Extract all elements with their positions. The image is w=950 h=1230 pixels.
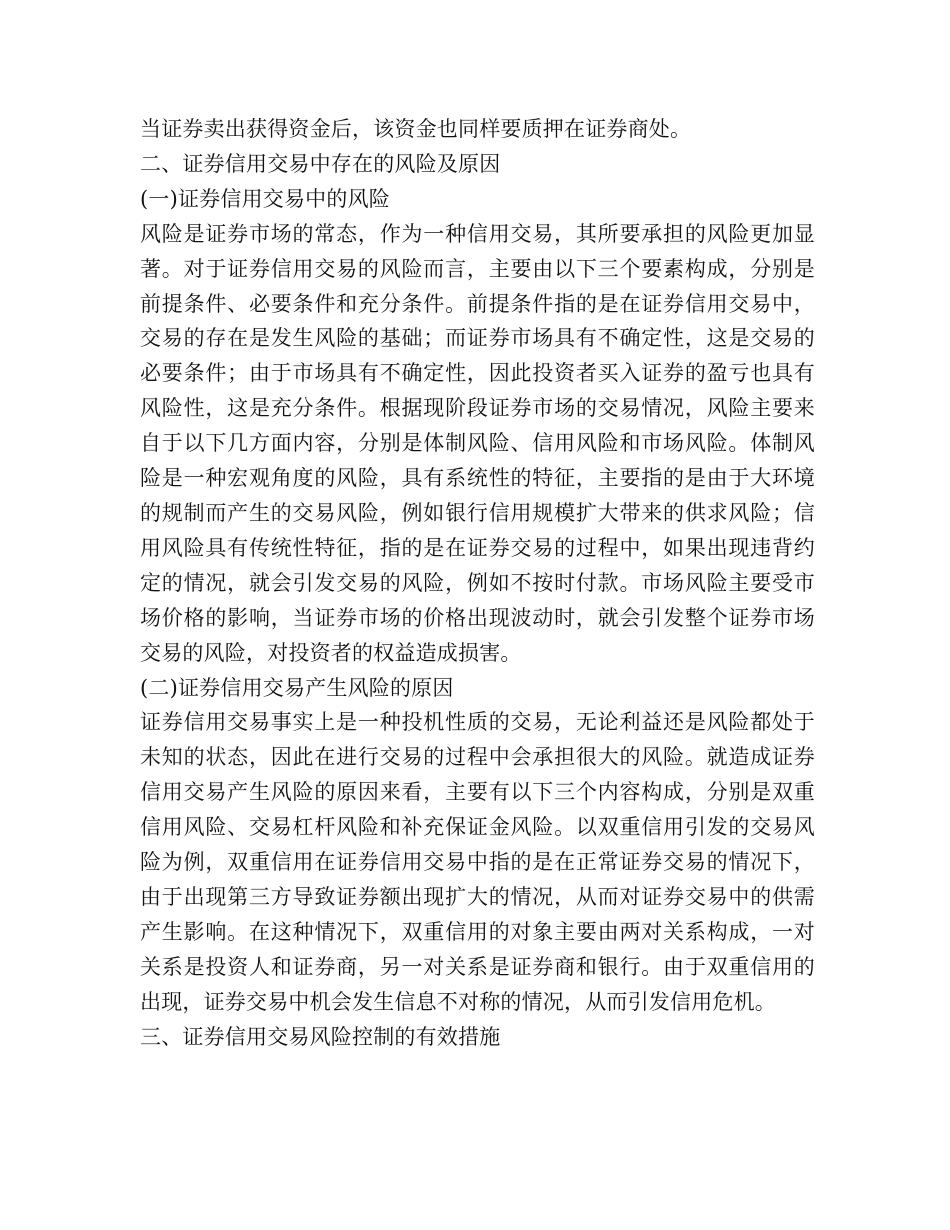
text-line: 必要条件；由于市场具有不确定性，因此投资者买入证券的盈亏也具有 (140, 361, 815, 386)
text-line: 交易的存在是发生风险的基础；而证券市场具有不确定性，这是交易的 (140, 326, 815, 351)
text-line: 交易的风险，对投资者的权益造成损害。 (140, 640, 522, 665)
text-line: 关系是投资人和证券商，另一对关系是证券商和银行。由于双重信用的 (140, 954, 815, 979)
paragraph-risks (140, 217, 815, 671)
text-line: 风险是证券市场的常态，作为一种信用交易，其所要承担的风险更加显 (140, 221, 815, 246)
text-line: 证券信用交易事实上是一种投机性质的交易，无论利益还是风险都处于 (140, 710, 815, 735)
subsection-heading-causes: (二)证券信用交易产生风险的原因 (140, 675, 454, 700)
text-line: 出现，证券交易中机会发生信息不对称的情况，从而引发信用危机。 (140, 989, 776, 1014)
text-line: 未知的状态，因此在进行交易的过程中会承担很大的风险。就造成证券 (140, 745, 815, 770)
text-line: 的规制而产生的交易风险，例如银行信用规模扩大带来的供求风险；信 (140, 500, 815, 525)
text-line: 自于以下几方面内容，分别是体制风险、信用风险和市场风险。体制风 (140, 431, 815, 456)
text-line: 风险性，这是充分条件。根据现阶段证券市场的交易情况，风险主要来 (140, 396, 815, 421)
text-line: 险是一种宏观角度的风险，具有系统性的特征，主要指的是由于大环境 (140, 466, 815, 491)
text-line: 信用交易产生风险的原因来看，主要有以下三个内容构成，分别是双重 (140, 780, 815, 805)
text-line: 场价格的影响，当证券市场的价格出现波动时，就会引发整个证券市场 (140, 605, 815, 630)
section-heading-3: 三、证券信用交易风险控制的有效措施 (140, 1024, 501, 1049)
document-body (140, 112, 815, 1054)
paragraph-causes (140, 705, 815, 1019)
text-line: 用风险具有传统性特征，指的是在证券交易的过程中，如果出现违背约 (140, 535, 815, 560)
text-line: 信用风险、交易杠杆风险和补充保证金风险。以双重信用引发的交易风 (140, 815, 815, 840)
text-line: 险为例，双重信用在证券信用交易中指的是在正常证券交易的情况下， (140, 850, 815, 875)
continuation-paragraph (140, 112, 815, 147)
text-line: 由于出现第三方导致证券额出现扩大的情况，从而对证券交易中的供需 (140, 884, 815, 909)
text-line: 产生影响。在这种情况下，双重信用的对象主要由两对关系构成，一对 (140, 919, 815, 944)
text-line: 定的情况，就会引发交易的风险，例如不按时付款。市场风险主要受市 (140, 570, 815, 595)
text-line: 前提条件、必要条件和充分条件。前提条件指的是在证券信用交易中， (140, 291, 815, 316)
section-heading-2: 二、证券信用交易中存在的风险及原因 (140, 151, 501, 176)
text-line: 著。对于证券信用交易的风险而言，主要由以下三个要素构成，分别是 (140, 256, 815, 281)
text-line: 当证券卖出获得资金后，该资金也同样要质押在证券商处。 (140, 117, 692, 141)
subsection-heading-risks: (一)证券信用交易中的风险 (140, 186, 390, 211)
